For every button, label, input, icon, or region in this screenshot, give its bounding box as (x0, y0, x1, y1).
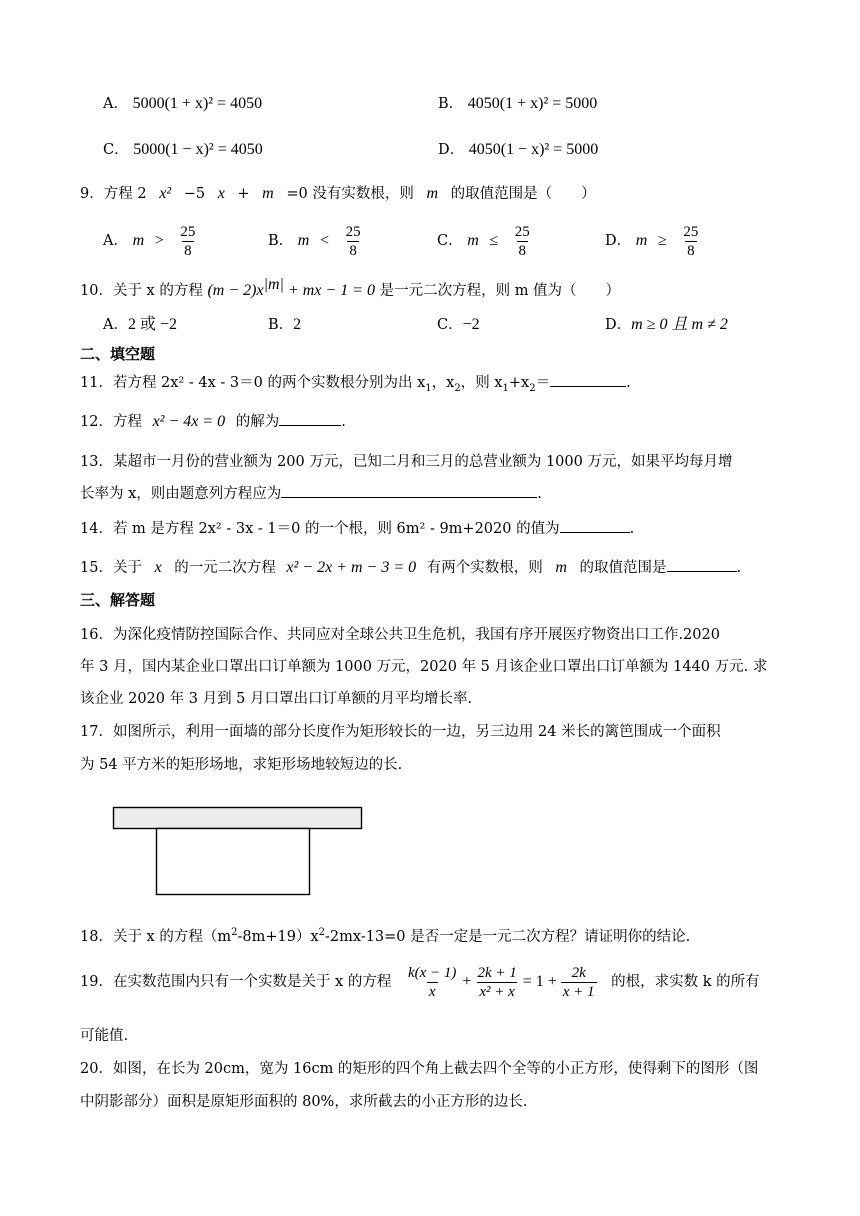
fraction (513, 223, 532, 260)
q9-option-a (103, 221, 201, 261)
q14-text: . (629, 521, 635, 537)
q15-text: 关于 (112, 560, 142, 576)
fraction (475, 964, 518, 1001)
fraction (178, 223, 197, 260)
question-number: 15． (80, 560, 113, 576)
q9-option-d (605, 221, 704, 261)
q9-option-var: m (635, 232, 648, 249)
q8-option-d (438, 140, 598, 160)
q8-option-c (103, 140, 263, 160)
operator: = 1 + (522, 973, 557, 990)
operator: + (462, 973, 472, 990)
fraction-numerator: k(x − 1) (407, 964, 457, 981)
q17-line2: 为 54 平方米的矩形场地，求矩形场地较短边的长. (80, 757, 403, 773)
q9-text: =0 没有实数根，则 (286, 186, 414, 202)
q8-option-d-text: 4050(1 − x)² = 5000 (468, 141, 599, 158)
fraction-denominator: x (428, 983, 436, 1000)
q19-line2: 可能值. (80, 1028, 129, 1044)
fraction-denominator: 8 (518, 242, 527, 259)
q16-line1 (80, 625, 720, 645)
q11-text: 若方程 2x² - 4x - 3＝0 的两个实数根分别为出 x (112, 375, 426, 391)
q10-equation: (m − 2)x (207, 281, 264, 299)
q10-option-a (103, 315, 177, 335)
q9-var: m (262, 185, 274, 202)
q12-text: 的解为 (235, 414, 280, 430)
q8-option-b-text: 4050(1 + x)² = 5000 (467, 95, 598, 112)
fraction (344, 223, 363, 260)
subscript: 2 (454, 382, 461, 394)
q18 (80, 923, 690, 947)
wall-rectangle-figure (110, 804, 366, 898)
q20-line1 (80, 1059, 758, 1079)
fraction-numerator: 25 (180, 223, 196, 240)
q9-text: 的取值范围是（ ） (450, 186, 596, 202)
fraction-denominator: x² + x (479, 983, 515, 1000)
answer-blank[interactable] (550, 372, 626, 387)
q11-text: . (626, 375, 631, 391)
fraction-numerator: 2k (571, 964, 586, 981)
q16-line2: 年 3 月，国内某企业口罩出口订单额为 1000 万元，2020 年 5 月该企业口罩出口订单额为 1440 万元. 求 (80, 659, 768, 675)
subscript: 1 (502, 382, 509, 394)
question-number: 18． (80, 928, 113, 945)
answer-blank[interactable] (281, 483, 537, 498)
answer-blank[interactable] (667, 557, 737, 572)
q15-equation: x² − 2x + m − 3 = 0 (286, 559, 417, 576)
q15-text: 的一元二次方程 (174, 560, 276, 576)
question-number: 14． (80, 521, 113, 537)
fraction-numerator: 25 (683, 223, 699, 240)
q12-text: 方程 (112, 414, 142, 430)
fraction (561, 964, 597, 1001)
q15-text: . (736, 560, 742, 576)
q10-option-d-text: m ≥ 0 且 m ≠ 2 (631, 316, 728, 333)
q11-text: +x (508, 375, 530, 391)
q9-option-b (268, 221, 367, 261)
q12-equation: x² − 4x = 0 (152, 413, 226, 430)
q10-option-c (437, 315, 480, 335)
q10-text: 关于 x 的方程 (112, 282, 203, 299)
q9-option-var: m (467, 232, 479, 249)
subscript: 1 (425, 382, 432, 394)
q15-text: 有两个实数根，则 (426, 560, 543, 576)
subscript: 2 (529, 382, 536, 394)
option-label: D． (605, 317, 632, 333)
q10-option-d (605, 315, 728, 335)
q8-option-b (438, 94, 597, 114)
q20-text: 如图，在长为 20cm，宽为 16cm 的矩形的四个角上截去四个全等的小正方形，使得剩下的图形（图 (112, 1061, 759, 1077)
q16-text: 为深化疫情防控国际合作、共同应对全球公共卫生危机，我国有序开展医疗物资出口工作.2020 (112, 627, 720, 643)
q10-exponent: |m| (263, 276, 284, 293)
fraction-denominator: x + 1 (562, 983, 595, 1000)
q11-text: ，x (431, 375, 455, 391)
q17-line1 (80, 722, 721, 742)
q9-text: −5 (183, 186, 206, 202)
q9-text: + (237, 186, 250, 202)
q9-option-c (437, 221, 536, 261)
superscript: 2 (318, 927, 326, 938)
question-number: 20． (80, 1061, 113, 1077)
q11 (80, 372, 631, 399)
option-label: D． (605, 233, 632, 249)
option-label: B． (268, 317, 294, 333)
q13-text: 某超市一月份的营业额为 200 万元，已知二月和三月的总营业额为 1000 万元，如果平均每月增 (112, 454, 733, 470)
option-label: A． (103, 96, 128, 112)
q18-text: 关于 x 的方程（m (112, 928, 232, 945)
option-label: A． (103, 317, 128, 333)
q10-stem (80, 275, 620, 301)
option-label: B． (438, 96, 464, 112)
q20-line2: 中阴影部分）面积是原矩形面积的 80%，求所截去的小正方形的边长. (80, 1094, 528, 1110)
q12-text: . (341, 414, 346, 430)
option-label: D． (438, 142, 465, 158)
answer-blank[interactable] (279, 411, 341, 426)
fraction-denominator: 8 (687, 242, 695, 259)
q8-option-a (103, 94, 262, 114)
fraction-numerator: 25 (345, 223, 361, 240)
q9-text: 方程 2 (103, 186, 147, 202)
answer-blank[interactable] (560, 518, 630, 533)
q10-text: 是一元二次方程，则 m 值为（ ） (379, 282, 621, 299)
fraction-denominator: 8 (349, 242, 357, 259)
q19-text: 在实数范围内只有一个实数是关于 x 的方程 (112, 974, 392, 990)
q13-text: . (537, 486, 542, 502)
wall-shape (114, 808, 362, 829)
option-label: C． (437, 233, 463, 249)
q15-text: 的取值范围是 (579, 560, 667, 576)
q9-option-var: m (132, 232, 145, 249)
question-number: 17． (80, 724, 113, 740)
q18-text: -8m+19）x (237, 928, 319, 945)
fraction-numerator: 2k + 1 (477, 964, 517, 981)
q12 (80, 411, 346, 432)
q9-option-op: ≥ (657, 232, 667, 249)
q17-text: 如图所示，利用一面墙的部分长度作为矩形较长的一边，另三边用 24 米长的篱笆围成一个面积 (112, 724, 721, 740)
q11-text: ，则 x (460, 375, 503, 391)
rectangle-field-shape (157, 829, 310, 895)
q10-option-c-text: −2 (462, 316, 480, 333)
q9-stem (80, 184, 596, 204)
q10-option-b-text: 2 (293, 316, 302, 333)
option-label: A． (103, 233, 128, 249)
question-number: 11． (80, 375, 113, 391)
q19-line1 (80, 960, 760, 1004)
question-number: 16． (80, 627, 113, 643)
q18-text: -2mx-13=0 是否一定是一元二次方程？请证明你的结论. (325, 928, 691, 945)
fraction-denominator: 8 (184, 242, 192, 259)
fraction (406, 964, 458, 1001)
q13-line1 (80, 452, 732, 472)
q14-text: 若 m 是方程 2x² - 3x - 1＝0 的一个根，则 6m² - 9m+2020 的值为 (112, 521, 560, 537)
q8-option-a-text: 5000(1 + x)² = 4050 (132, 95, 263, 112)
q10-option-b (268, 315, 301, 335)
section-heading-solve: 三、解答题 (80, 591, 156, 609)
question-number: 9． (80, 186, 104, 202)
question-number: 12． (80, 414, 113, 430)
q9-option-var: m (297, 232, 310, 249)
question-number: 19． (80, 974, 113, 990)
q9-option-op: < (319, 232, 329, 249)
q14 (80, 518, 634, 539)
q9-option-op: > (154, 232, 164, 249)
q13-text: 长率为 x，则由题意列方程应为 (80, 486, 282, 502)
q9-var: x (217, 185, 225, 202)
q11-text: ＝ (535, 375, 551, 391)
q15-var: x (154, 559, 162, 576)
q15-var: m (555, 559, 567, 576)
q10-option-a-text: 2 或 −2 (127, 316, 178, 333)
q15 (80, 557, 741, 578)
q9-var: x² (159, 185, 172, 202)
q16-line3: 该企业 2020 年 3 月到 5 月口罩出口订单额的月平均增长率. (80, 691, 473, 707)
section-heading-fill-in: 二、填空题 (80, 345, 156, 363)
q8-option-c-text: 5000(1 − x)² = 4050 (133, 141, 263, 158)
q10-equation-rest: + mx − 1 = 0 (283, 281, 375, 299)
q13-line2 (80, 483, 542, 504)
option-label: B． (268, 233, 294, 249)
fraction (681, 223, 700, 260)
q9-var: m (426, 185, 438, 202)
question-number: 13． (80, 454, 113, 470)
q9-option-op: ≤ (489, 232, 499, 249)
q19-text: 的根，求实数 k 的所有 (611, 974, 760, 990)
option-label: C． (103, 142, 129, 158)
question-number: 10． (80, 282, 113, 299)
superscript: 2 (231, 927, 238, 938)
option-label: C． (437, 317, 463, 333)
fraction-numerator: 25 (514, 223, 530, 240)
